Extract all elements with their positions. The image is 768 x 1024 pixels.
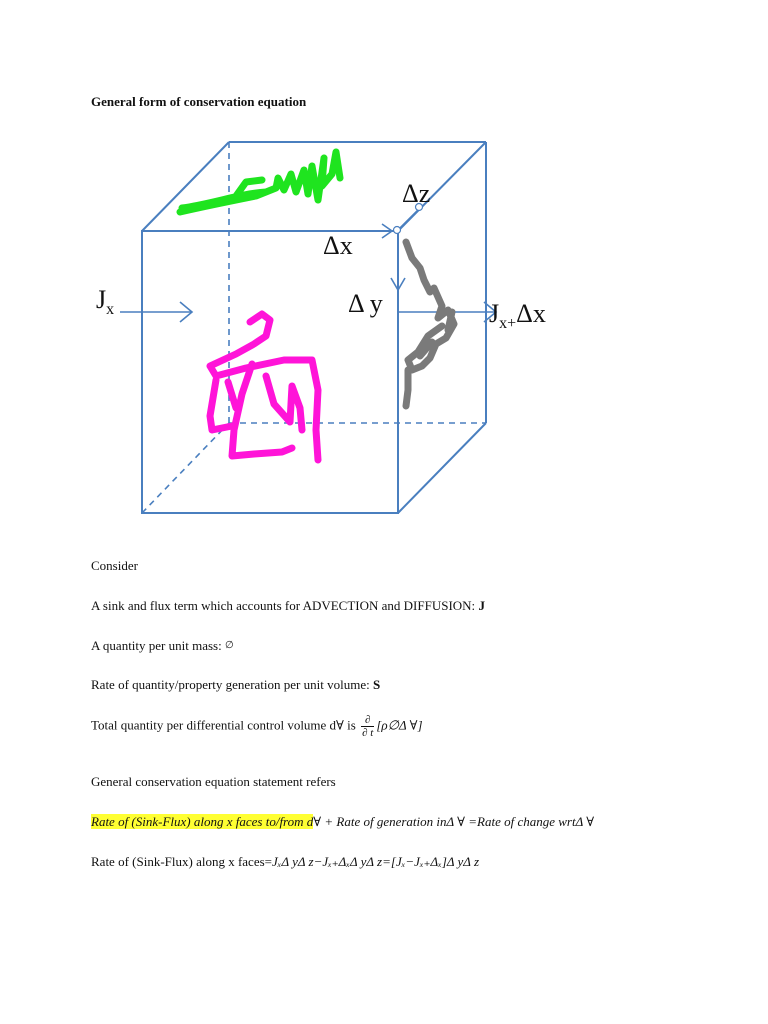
line-total-quantity: Total quantity per differential control volume d∀ is $\frac{\partial}{\partial t}$ [ρ∅Δ ∀]	[91, 714, 423, 739]
dz-label: Δz	[402, 179, 431, 208]
dy-label: Δ y	[348, 289, 383, 318]
phi-symbol: ∅	[224, 640, 234, 651]
line-flux-equation: Rate of (Sink-Flux) along x faces=JₓΔ yΔ z−Jₓ₊ΔₓΔ yΔ z=[Jₓ−Jₓ₊Δₓ]Δ yΔ z	[91, 854, 480, 869]
partial-fraction: $\frac{\partial}{\partial t}$	[362, 714, 374, 739]
gray-scribble	[406, 242, 454, 406]
consider-text: Consider	[91, 558, 138, 573]
line-statement-intro: General conservation equation statement refers	[91, 774, 336, 789]
cube-bottom-right-edge	[398, 423, 486, 513]
cube-top-left-edge	[142, 142, 229, 231]
green-scribble	[180, 152, 340, 212]
jxdx-label: $J_{x+}\Delta x$	[489, 299, 546, 332]
dz-arrow	[398, 210, 418, 230]
line-sink-flux: A sink and flux term which accounts for ADVECTION and DIFFUSION: J	[91, 598, 485, 613]
dx-label: Δx	[323, 231, 353, 260]
cube-diagram	[86, 130, 586, 535]
line-quantity-per-mass: A quantity per unit mass: ∅	[91, 638, 234, 653]
cube-front-face	[142, 231, 398, 513]
line-statement: Rate of (Sink-Flux) along x faces to/from d∀ + Rate of generation inΔ ∀ =Rate of change wrtΔ ∀	[91, 814, 595, 829]
control-volume-figure	[86, 130, 586, 535]
page-title: General form of conservation equation	[91, 94, 307, 109]
line-generation-rate: Rate of quantity/property generation per unit volume: S	[91, 677, 381, 692]
highlighted-text: Rate of (Sink-Flux) along x faces to/from d	[91, 814, 314, 829]
magenta-scribble	[210, 314, 318, 460]
jx-label: $J_x$	[96, 285, 115, 318]
